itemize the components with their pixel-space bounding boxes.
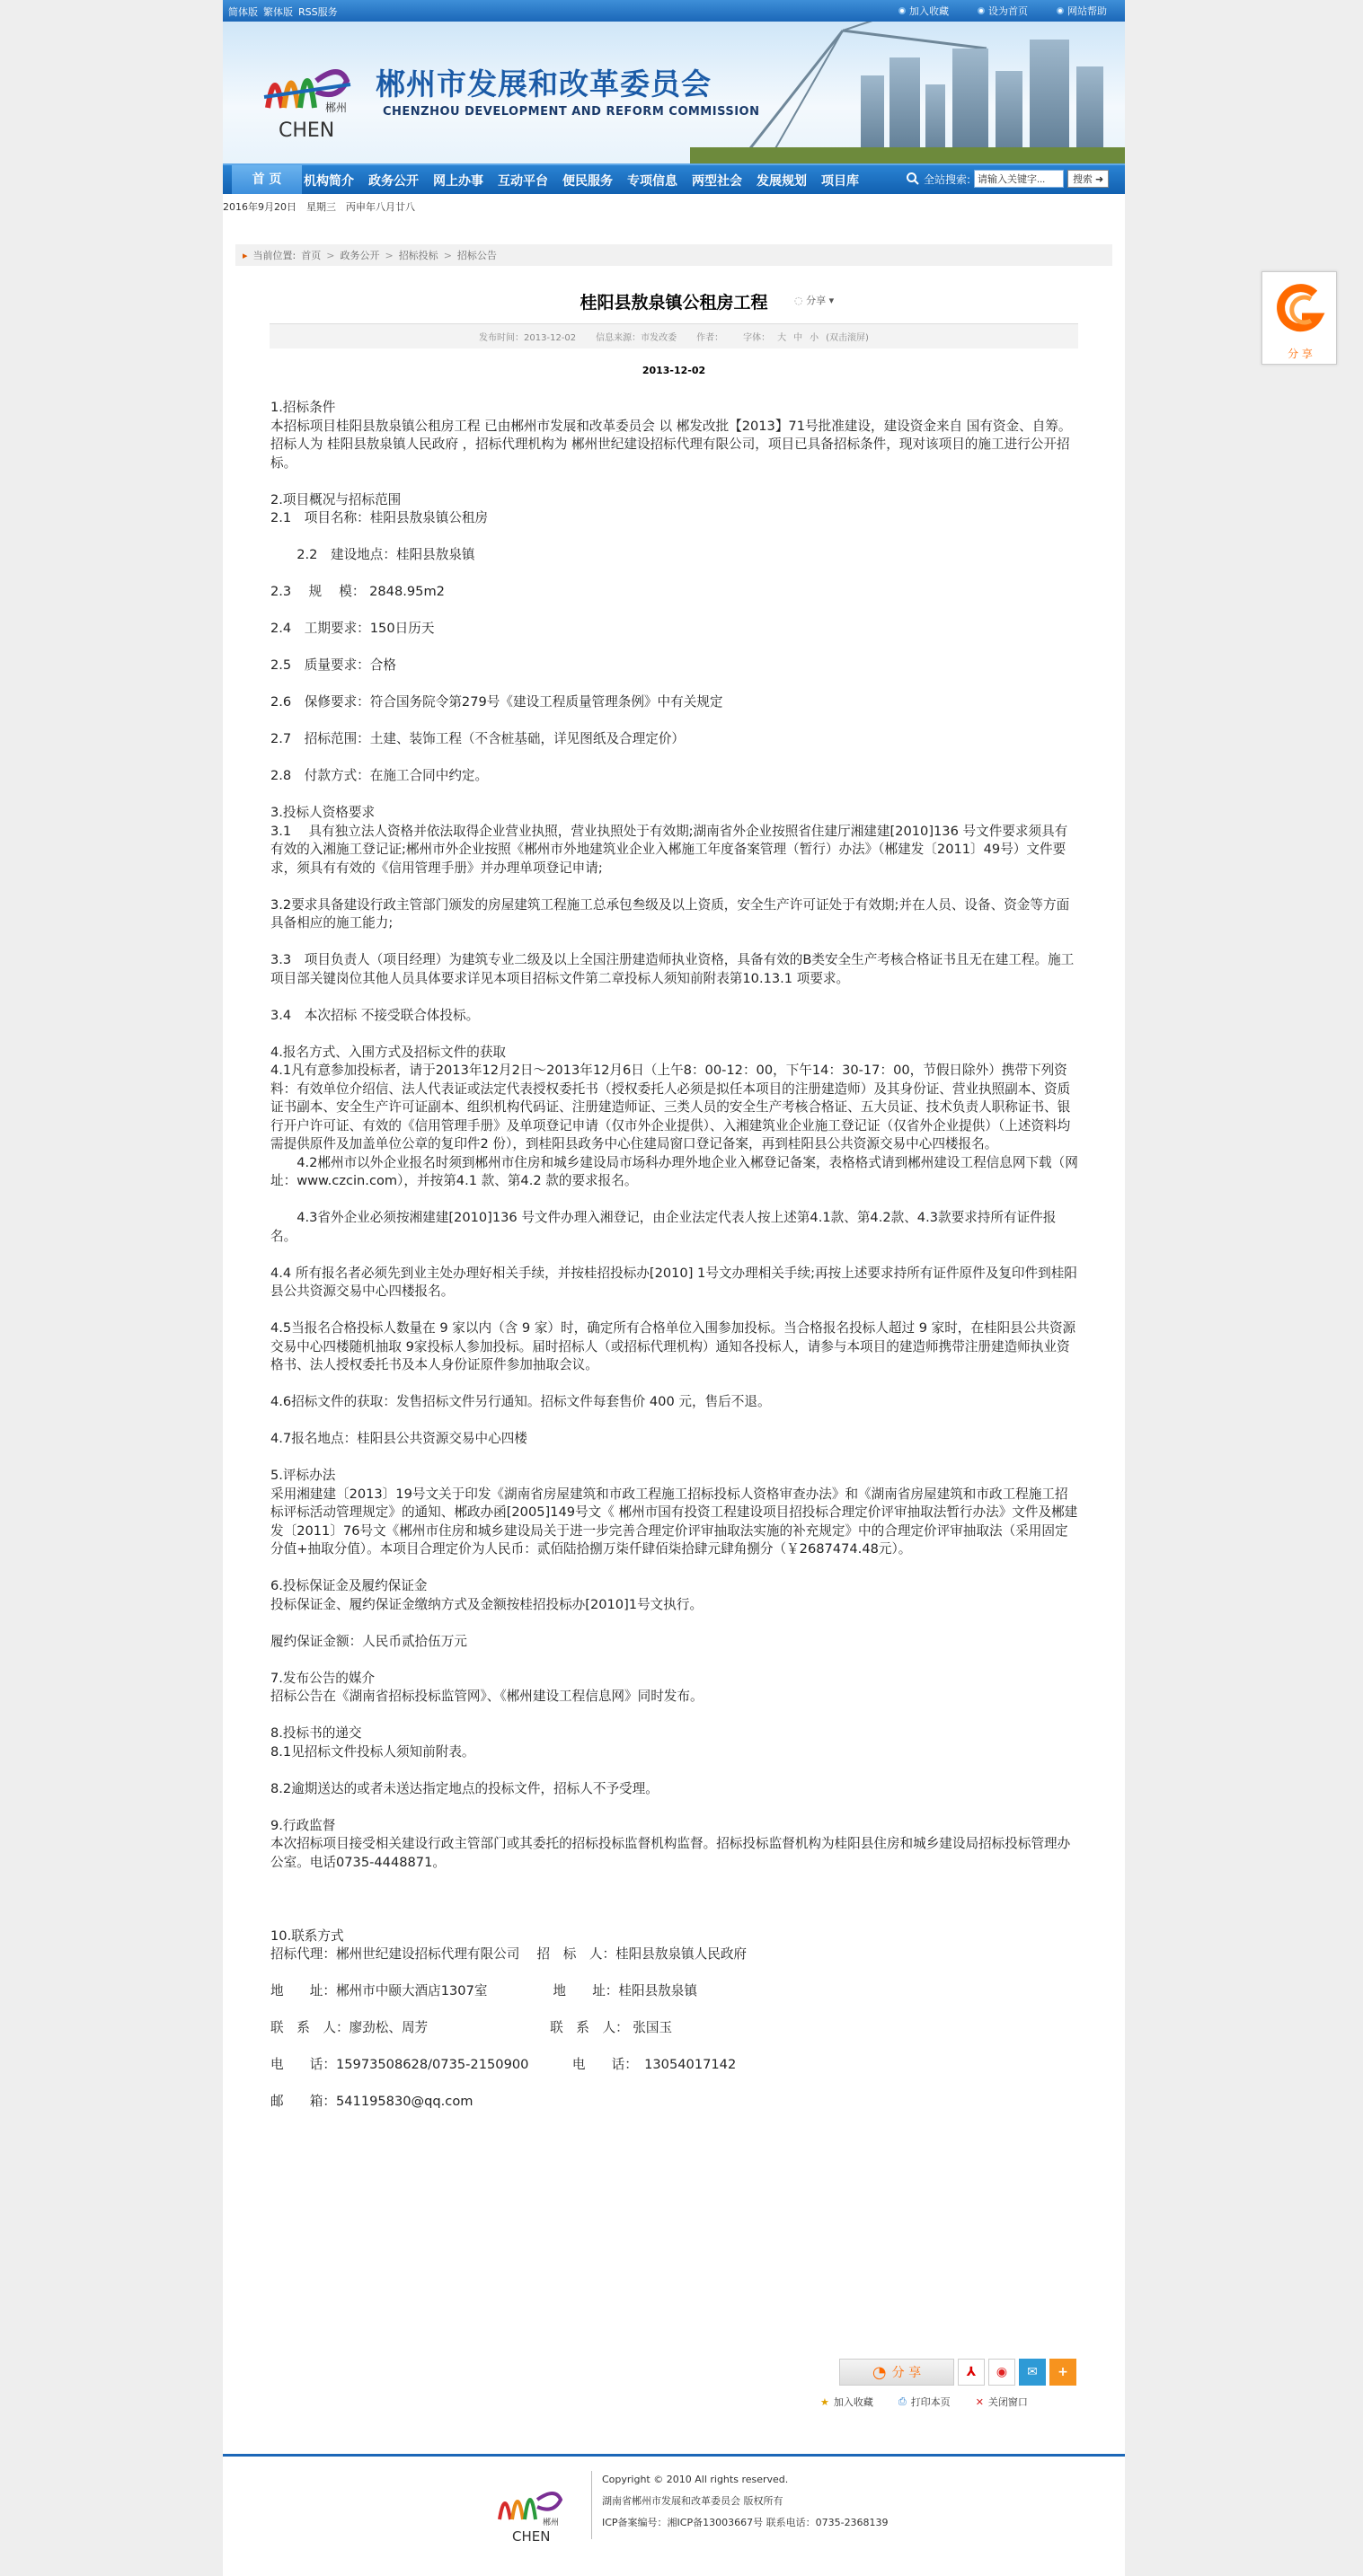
nav-item-two-oriented[interactable]: 两型社会 [692,174,742,189]
share-swirl-icon: ◌ [794,295,803,306]
svg-text:郴州: 郴州 [543,2519,560,2527]
nav-item-convenience[interactable]: 便民服务 [562,174,613,189]
share-swirl-icon: ◔ [872,2362,887,2382]
nav-item-planning[interactable]: 发展规划 [757,174,807,189]
breadcrumb-separator-icon: > [385,249,394,261]
city-skyline-decoration-icon [690,22,1125,163]
date-line: 2016年9月20日 星期三 丙申年八月廿八 [223,201,415,213]
article-paragraph: 8.2逾期送达的或者未送达指定地点的投标文件，招标人不予受理。 [270,1780,659,1796]
rss-link[interactable]: RSS服务 [298,6,338,18]
article-paragraph: 2.8 付款方式：在施工合同中约定。 [270,768,489,783]
article-paragraph: 9.行政监督 [270,1817,336,1833]
article-paragraph: 2.4 工期要求：150日历天 [270,621,435,636]
nav-item-gov-affairs[interactable]: 政务公开 [368,174,419,189]
article-paragraph: 履约保证金额：人民币贰拾伍万元 [270,1633,467,1649]
article-paragraph: 2.7 招标范围：土建、装饰工程（不含桩基础，详见图纸及合理定价） [270,731,686,746]
simplified-chinese-link[interactable]: 简体版 [228,6,258,18]
article-paragraph: 4.7报名地点：桂阳县公共资源交易中心四楼 [270,1431,527,1446]
article-paragraph [270,2075,1079,2094]
svg-text:CHEN: CHEN [279,119,335,142]
search-area [906,170,1109,188]
article-paragraph [270,786,1079,805]
header-banner [223,22,1125,163]
article-paragraph: 5.评标办法 [270,1468,336,1483]
site-help-link[interactable] [1057,4,1107,18]
article-paragraph [270,1798,1079,1817]
page-container [223,0,1125,2576]
breadcrumb-item-announcement[interactable]: 招标公告 [456,250,497,261]
breadcrumb-item-home[interactable]: 首页 [301,250,322,261]
article-paragraph: 3.3 项目负责人（项目经理）为建筑专业二级及以上全国注册建造师执业资格，具备有效的B类安全生产考核合格证书且无在建工程。施工项目部关键岗位其他人员具体要求详见本项目招标文件第二章投标人须知前附表第10.13.1 项要求。 [270,952,1075,986]
site-subtitle: CHENZHOU DEVELOPMENT AND REFORM COMMISSION [383,105,760,119]
font-size-large-link[interactable]: 大 [777,333,787,343]
close-icon: ✕ [975,2395,984,2408]
article-paragraph: 4.4 所有报名者必须先到业主处办理好相关手续，并按桂招投标办[2010] 1号文办理相关手续;再按上述要求持所有证件原件及复印件到桂阳县公共资源交易中心四楼报名。 [270,1265,1077,1299]
article-paragraph: 10.联系方式 [270,1928,344,1944]
article-paragraph [270,749,1079,768]
nav-item-project-library[interactable]: 项目库 [821,174,859,189]
add-favorite-link[interactable] [898,4,949,18]
search-button[interactable] [1067,170,1109,188]
set-homepage-link[interactable] [978,4,1028,18]
search-input[interactable] [974,170,1064,188]
share-swirl-icon [1275,281,1325,340]
article-paragraph: 邮 箱：541195830@qq.com [270,2094,474,2109]
article-paragraph [270,878,1079,896]
search-label: 全站搜索: [924,172,971,186]
article-paragraph: 3.1 具有独立法人资格并依法取得企业营业执照，营业执照处于有效期;湖南省外企业按照省住建厅湘建建[2010]136 号文件要求须具有有效的入湘施工登记证;郴州市外企业按照《郴州市外地建筑业企业入郴施工年度备案管理（暂行）办法》（郴建发〔2011〕49号）文件要求，须具有有效的《信用管理手册》并办理单项登记申请; [270,823,1068,876]
site-help-label: 网站帮助 [1067,5,1107,17]
add-favorite-button-label: 加入收藏 [833,2396,873,2408]
renren-share-icon[interactable]: ⅄ [958,2359,985,2386]
inline-share-label: 分享 [806,295,827,306]
article-paragraph [270,1191,1079,1210]
icp-record: ICP备案编号：湘ICP备13003667号 联系电话：0735-2368139 [602,2517,889,2528]
arrow-right-icon: ➜ [1094,172,1104,185]
nav-item-online-services[interactable]: 网上办事 [433,174,483,189]
add-favorite-label: 加入收藏 [909,5,949,17]
close-window-button-label: 关闭窗口 [987,2396,1028,2408]
font-size-controls [743,330,869,343]
breadcrumb-item-bidding[interactable]: 招标投标 [398,250,438,261]
article-paragraph: 8.1见招标文件投标人须知前附表。 [270,1743,475,1760]
article-paragraph: 4.6招标文件的获取：发售招标文件另行通知。招标文件每套售价 400 元，售后不退。 [270,1394,771,1409]
author: 作者： [696,333,724,343]
article-paragraph [270,1246,1079,1265]
article-paragraph [270,602,1079,621]
nav-item-about[interactable]: 机构简介 [304,174,354,189]
article-paragraph: 4.5当报名合格投标人数量在 9 家以内（含 9 家）时，确定所有合格单位入围参加投标。当合格报名投标人超过 9 家时，在桂阳县公共资源交易中心四楼随机抽取 9家投标人参加投标。届时招标人（或招标代理机构）通知各投标人，请参与本项目的建造师携带注册建造师执业资格书、法人授权委托书及本人身份证原件参加抽取会议。 [270,1320,1076,1372]
star-icon: ★ [820,2395,829,2408]
article-paragraph: 4.3省外企业必须按湘建建[2010]136 号文件办理入湘登记，由企业法定代表人按上述第4.1款、第4.2款、4.3款要求持所有证件报名。 [270,1210,1057,1244]
breadcrumb-separator-icon: > [443,249,452,261]
article-paragraph [270,1449,1079,1468]
article-paragraph: 2.2 建设地点：桂阳县敖泉镇 [270,547,475,562]
close-window-button[interactable] [976,2395,1028,2409]
font-size-label: 字体： [743,333,771,343]
article-paragraph [270,1614,1079,1633]
share-button-label: 分 享 [891,2366,922,2380]
publish-time: 发布时间：2013-12-02 [479,333,577,343]
breadcrumb-item-gov-affairs[interactable]: 政务公开 [340,250,380,261]
article-paragraph [270,1651,1079,1670]
add-favorite-button[interactable] [820,2395,873,2409]
owner: 湖南省郴州市发展和改革委员会 版权所有 [602,2495,783,2507]
print-button[interactable] [898,2395,951,2409]
double-click-scroll-hint: (双击滚屏) [826,333,869,343]
breadcrumb [235,244,1112,266]
article-body [270,399,1079,2112]
article-paragraph [270,1891,1079,1910]
article-paragraph [270,2038,1079,2057]
article-paragraph [270,933,1079,952]
article-paragraph [270,639,1079,657]
article-paragraph: 投标保证金、履约保证金缴纳方式及金额按桂招投标办[2010]1号文执行。 [270,1596,704,1612]
article-paragraph: 4.1凡有意参加投标者，请于2013年12月2日～2013年12月6日（上午8：00-12：00，下午14：30-17：00，节假日除外）携带下列资料：有效单位介绍信、法人代表证或法定代表授权委托书（授权委托人必须是拟任本项目的注册建造师）及其身份证、营业执照副本、资质证书副本、安全生产许可证副本、组织机构代码证、注册建造师证、三类人员的安全生产考核合格证、五大员证、技术负责人职称证书、银行开户许可证、有效的《信用管理手册》及单项登记申请（仅市外企业提供）、入湘建筑业企业施工登记证（仅省外企业提供）（上述资料均需提供原件及加盖单位公章的复印件2 份），到桂阳县政务中心住建局窗口登记备案，再到桂阳县公共资源交易中心四楼报名。 [270,1063,1071,1151]
article-paragraph: 8.投标书的递交 [270,1725,362,1741]
article-paragraph: 3.投标人资格要求 [270,805,376,820]
chevron-down-icon: ▾ [828,295,835,306]
article-paragraph [270,1301,1079,1320]
article-paragraph [270,675,1079,694]
bullet-icon [1057,7,1064,14]
article-meta-bar [270,323,1078,348]
search-button-label: 搜索 [1072,173,1093,185]
article-paragraph: 3.2要求具备建设行政主管部门颁发的房屋建筑工程施工总承包叁级及以上资质，安全生产许可证处于有效期;并在人员、设备、资金等方面具备相应的施工能力; [270,896,1070,931]
article-paragraph: 招标代理：郴州世纪建设招标代理有限公司 招 标 人：桂阳县敖泉镇人民政府 [270,1946,748,1962]
article-paragraph [270,1375,1079,1394]
article-paragraph [270,1025,1079,1044]
top-bar [223,0,1125,22]
article-paragraph: 2.项目概况与招标范围 [270,491,402,507]
more-share-icon[interactable]: + [1049,2359,1076,2386]
footer-divider [591,2471,592,2539]
bullet-icon [978,7,985,14]
article-paragraph: 2.6 保修要求：符合国务院令第279号《建设工程质量管理条例》中有关规定 [270,694,723,710]
article-paragraph [270,1412,1079,1431]
footer-text [602,2469,889,2534]
article-paragraph [270,1872,1079,1891]
chenzhou-footer-logo-icon [492,2475,573,2546]
location-arrow-icon: ▸ [243,249,248,261]
article-paragraph: 3.4 本次招标 不接受联合体投标。 [270,1007,480,1023]
svg-text:CHEN: CHEN [512,2528,551,2545]
breadcrumb-label: 当前位置: [252,250,296,261]
article-paragraph [270,2001,1079,2020]
article-paragraph [270,472,1079,491]
footer [223,2454,1125,2576]
article-title: 桂阳县敖泉镇公租房工程 [580,293,768,313]
svg-text:郴州: 郴州 [325,101,348,114]
article-paragraph [270,565,1079,584]
article-paragraph: 本次招标项目接受相关建设行政主管部门或其委托的招标投标监督机构监督。招标投标监督机构为桂阳县住房和城乡建设局招标投标管理办公室。电话0735-4448871。 [270,1836,1071,1870]
article-paragraph: 7.发布公告的媒介 [270,1670,376,1686]
article-paragraph: 4.2郴州市以外企业报名时须到郴州市住房和城乡建设局市场科办理外地企业入郴登记备案，表格格式请到郴州建设工程信息网下载（网址：www.czcin.com），并按第4.1 款、第4.2 款的要求报名。 [270,1154,1078,1188]
share-button[interactable] [839,2359,954,2386]
font-size-medium-link[interactable]: 中 [793,333,803,343]
search-icon [906,172,920,186]
article-paragraph [270,712,1079,731]
article-paragraph: 招标公告在《湖南省招标投标监管网》、《郴州建设工程信息网》同时发布。 [270,1689,704,1704]
article-paragraph [270,1559,1079,1578]
breadcrumb-separator-icon: > [326,249,335,261]
article-paragraph: 本招标项目桂阳县敖泉镇公租房工程 已由郴州市发展和改革委员会 以 郴发改批【2013】71号批准建设，建设资金来自 国有资金、自筹。招标人为 桂阳县敖泉镇人民政府 ，招标代理机构为 郴州世纪建设招标代理有限公司，项目已具备招标条件，现对该项目的施工进行公开招标。 [270,418,1072,471]
article-paragraph: 2.1 项目名称：桂阳县敖泉镇公租房 [270,510,489,525]
article-paragraph: 地 址：郴州市中颐大酒店1307室 地 址：桂阳县敖泉镇 [270,1983,697,1998]
article-paragraph: 2.3 规 模： 2848.95m2 [270,584,445,599]
qq-share-icon[interactable]: ✉ [1019,2359,1046,2386]
article-paragraph: 1.招标条件 [270,400,336,415]
traditional-chinese-link[interactable]: 繁体版 [263,6,293,18]
print-button-label: 打印本页 [910,2396,951,2408]
main-nav [223,163,1125,194]
chenzhou-logo-icon [257,45,360,144]
share-bar [839,2359,1076,2386]
article-paragraph [270,528,1079,547]
inline-share-button[interactable] [794,293,834,307]
floating-share-label: 分 享 [1288,348,1313,360]
copyright: Copyright © 2010 All rights reserved. [602,2474,789,2485]
article-paragraph [270,988,1079,1007]
nav-item-special-info[interactable]: 专项信息 [627,174,677,189]
page-action-links [820,2395,1028,2409]
printer-icon: ⎙ [898,2395,907,2407]
info-source: 信息来源：市发改委 [596,333,677,343]
set-homepage-label: 设为首页 [988,5,1028,17]
nav-item-interaction[interactable]: 互动平台 [498,174,548,189]
article-paragraph [270,1707,1079,1725]
publish-date: 2013-12-02 [642,365,706,376]
nav-item-home[interactable]: 首 页 [232,165,302,194]
article-paragraph: 6.投标保证金及履约保证金 [270,1578,428,1593]
article-paragraph: 联 系 人：廖劲松、周芳 联 系 人： 张国玉 [270,2020,673,2035]
article-paragraph: 电 话：15973508628/0735-2150900 电 话： 13054017142 [270,2057,737,2072]
site-title: 郴州市发展和改革委员会 [376,66,712,101]
article-paragraph: 4.报名方式、入围方式及招标文件的获取 [270,1044,507,1060]
article-paragraph [270,1964,1079,1983]
article-paragraph: 采用湘建建〔2013〕19号文关于印发《湖南省房屋建筑和市政工程施工招标投标人资格审查办法》和《湖南省房屋建筑和市政工程施工招标评标活动管理规定》的通知、郴政办函[2005]149号文《 郴州市国有投资工程建设项目招投标合理定价评审抽取法暂行办法》文件及郴建发〔2011〕76号文《郴州市住房和城乡建设局关于进一步完善合理定价评审抽取法实施的补充规定》中的合理定价评审抽取法（采用固定分值+抽取分值）。本项目合理定价为人民币：贰佰陆拾捌万柒仟肆佰柒拾肆元肆角捌分（￥2687474.48元）。 [270,1486,1078,1557]
article-paragraph [270,1909,1079,1928]
bullet-icon [898,7,906,14]
font-size-small-link[interactable]: 小 [810,333,819,343]
article-paragraph [270,1761,1079,1780]
floating-share-button[interactable] [1261,271,1337,365]
weibo-share-icon[interactable]: ◉ [988,2359,1015,2386]
article-paragraph: 2.5 质量要求：合格 [270,657,396,673]
